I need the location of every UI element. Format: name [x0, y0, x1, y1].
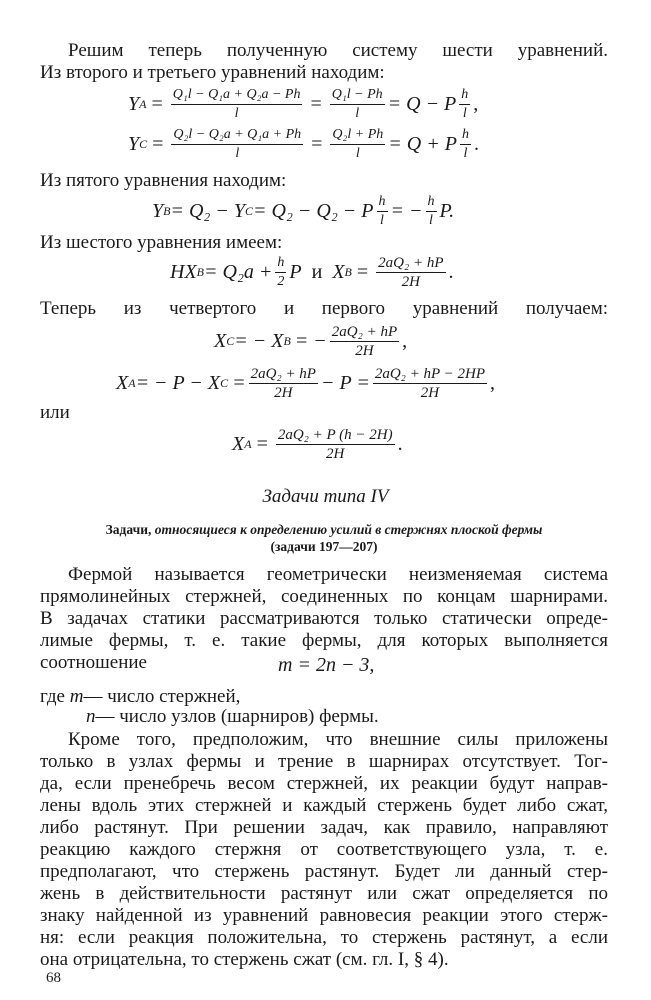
eq-punct: , [402, 329, 408, 352]
fraction [377, 194, 388, 229]
eq-punct: . [473, 132, 479, 155]
equation-xa-final [232, 424, 403, 464]
frac-den: 2H [401, 273, 421, 290]
para2-line: жень в действительности растянут или сжат определяется по [40, 883, 608, 904]
page-number: 68 [46, 970, 61, 986]
frac-den: l [380, 212, 384, 228]
para2-line: только в узлах фермы и трение в шарнирах отсутствует. Тог- [40, 751, 608, 772]
eq-punct: . [397, 432, 403, 455]
frac-den: 2H [326, 445, 345, 462]
eq-symbol: X [214, 329, 227, 352]
para2-line: знаку найденной из уравнений равновесия реакции этого стерж- [40, 905, 608, 926]
text-fifth-equation: Из пятого уравнения находим: [40, 170, 287, 191]
frac-num: 2aQ₂ + hP [250, 365, 316, 382]
fraction [330, 127, 385, 162]
frac-num: 2aQ₂ + P (h − 2H) [277, 426, 393, 443]
frac-num: 2aQ₂ + hP [378, 254, 444, 271]
eq-punct: . [448, 260, 454, 283]
eq-subscript: B [344, 264, 352, 279]
where-text: — число стержней, [83, 686, 241, 707]
eq-subscript: A [128, 375, 136, 390]
equation-m: m = 2n − 3, [278, 653, 375, 676]
para1-line: соотношение [40, 652, 147, 673]
para1-line: прямолинейных стержней, соединенных по концам шарнирами. [40, 586, 608, 607]
frac-num: h [377, 194, 388, 212]
eq-subscript: A [139, 96, 147, 111]
equation-ya: Y A = $\frac{\text{Q₁l − Q₁a + Q₂a − Ph}}{l}$ = $\frac{\text{Q₁l − Ph}}{l}$ = Q − P $\frac{h}{l}$ , [128, 86, 479, 121]
para1-line: В задачах статики рассматриваются только статически опреде- [40, 608, 608, 629]
eq-conjunction: и [311, 260, 323, 283]
eq-text: = − X [234, 329, 284, 352]
eq-text: = [232, 371, 246, 394]
text-or: или [40, 402, 70, 423]
where-symbol: n [86, 706, 96, 727]
para2-line: предполагают, что стержень растянут. Будет ли данный стер- [40, 861, 608, 882]
frac-num: 2aQ₂ + hP [331, 323, 398, 340]
eq-subscript: B [283, 333, 291, 348]
frac-den: l [355, 105, 360, 121]
where-symbol: m [69, 686, 84, 707]
frac-den: 2H [355, 342, 374, 359]
text-sixth-equation: Из шестого уравнения имеем: [40, 232, 283, 253]
where-text: где [40, 686, 65, 707]
section-heading-line-2: (задачи 197—207) [270, 539, 378, 554]
equation-xc [214, 322, 407, 360]
frac-den: l [234, 105, 239, 121]
section-title: Задачи типа IV [262, 486, 389, 507]
fraction [171, 127, 303, 162]
frac-num: h [459, 87, 470, 105]
equation-yb [152, 193, 454, 229]
eq-text: = − [294, 329, 327, 352]
section-heading-line-1 [40, 521, 608, 538]
fraction [376, 255, 445, 290]
fraction [373, 366, 487, 401]
heading-part-1: Задачи, [105, 522, 152, 537]
eq-text: = [356, 260, 369, 283]
eq-subscript: B [196, 264, 205, 279]
fraction [276, 427, 395, 462]
frac-num: Q₂l + Ph [330, 127, 385, 145]
frac-den: l [462, 105, 467, 121]
frac-num: h [275, 255, 286, 273]
para2-line: Кроме того, предположим, что внешние силы приложены [68, 729, 608, 750]
frac-num: h [460, 127, 471, 145]
eq-text: = Q₂ − Y [170, 199, 245, 222]
eq-punct: , [490, 371, 496, 394]
where-line-1 [40, 686, 608, 708]
eq-subscript: A [244, 436, 252, 451]
eq-text: − P = [320, 371, 370, 394]
fraction [275, 255, 286, 290]
frac-num: 2aQ₂ + hP − 2HP [374, 365, 486, 382]
eq-text: = Q₂ − Q₂ − P [253, 199, 374, 222]
para2-line: лены вдоль этих стержней и каждый стержень будет либо сжат, [40, 795, 608, 816]
eq-text: = Q₂a + [204, 260, 273, 283]
eq-symbol: Y [152, 199, 164, 222]
eq-symbol: HX [170, 260, 197, 283]
frac-num: Q₁l − Q₁a + Q₂a − Ph [171, 87, 303, 105]
frac-den: l [355, 145, 360, 161]
equation-yc: Y C = $\frac{\text{Q₂l − Q₂a + Q₁a + Ph}}{l}$ = $\frac{\text{Q₂l + Ph}}{l}$ = Q + P $\frac{h}{l}$ . [128, 126, 479, 161]
para2-line: ня: если реакция положительна, то стержень растянут, а если [40, 927, 608, 948]
eq-subscript: C [244, 203, 253, 218]
fraction [460, 127, 471, 162]
eq-text: = Q − P [387, 92, 457, 115]
eq-subscript: C [226, 333, 235, 348]
text-fourth-equation: Теперь из четвертого и первого уравнений получаем: [40, 298, 608, 319]
frac-den: l [463, 145, 468, 161]
intro-line-2: Из второго и третьего уравнений находим: [40, 62, 385, 83]
frac-den: 2H [274, 384, 293, 401]
frac-den: 2H [420, 384, 440, 401]
para1-line: Фермой называется геометрически неизменяемая система [68, 564, 608, 585]
eq-text: = Q + P [388, 132, 457, 155]
eq-symbol: X [232, 432, 245, 455]
frac-den: l [235, 145, 240, 161]
para2-line: она отрицательна, то стержень сжат (см. гл. I, § 4). [40, 949, 449, 970]
frac-den: l [429, 212, 433, 228]
eq-punct: , [473, 92, 479, 115]
where-line-2 [86, 706, 651, 728]
fraction [459, 87, 470, 122]
para2-line: реакцию каждого стержня от соответствующего узла, т. е. [40, 839, 608, 860]
para1-line: лимые фермы, т. е. такие фермы, для которых выполняется [40, 630, 608, 651]
eq-subscript: B [163, 203, 171, 218]
eq-subscript: C [220, 375, 229, 390]
where-text: — число узлов (шарниров) фермы. [95, 706, 379, 727]
eq-text: = [256, 432, 268, 455]
para2-line: да, если пренебречь весом стержней, их реакции будут направ- [40, 773, 608, 794]
fraction [426, 194, 437, 229]
frac-num: h [426, 194, 437, 212]
frac-num: Q₂l − Q₂a + Q₁a + Ph [171, 127, 303, 145]
equation-xa [116, 364, 495, 402]
eq-symbol: Y [128, 92, 140, 115]
fraction [249, 366, 318, 401]
frac-den: 2 [277, 273, 285, 289]
eq-symbol: X [332, 260, 345, 283]
eq-text: P. [439, 199, 455, 222]
heading-part-2: относящиеся к определению усилий в стержнях плоской фермы [154, 522, 543, 537]
equation-xb [170, 253, 454, 291]
eq-text: P [289, 260, 302, 283]
eq-subscript: C [139, 136, 148, 151]
eq-text: = − [390, 199, 423, 222]
eq-text: = − P − X [135, 371, 221, 394]
fraction [171, 87, 303, 122]
eq-symbol: Y [128, 132, 140, 155]
fraction [330, 324, 399, 359]
para2-line: либо растянут. При решении задач, как правило, направляют [40, 817, 608, 838]
frac-num: Q₁l − Ph [330, 87, 385, 105]
intro-line-1: Решим теперь полученную систему шести уравнений. [68, 40, 608, 61]
fraction [330, 87, 385, 122]
eq-symbol: X [116, 371, 129, 394]
